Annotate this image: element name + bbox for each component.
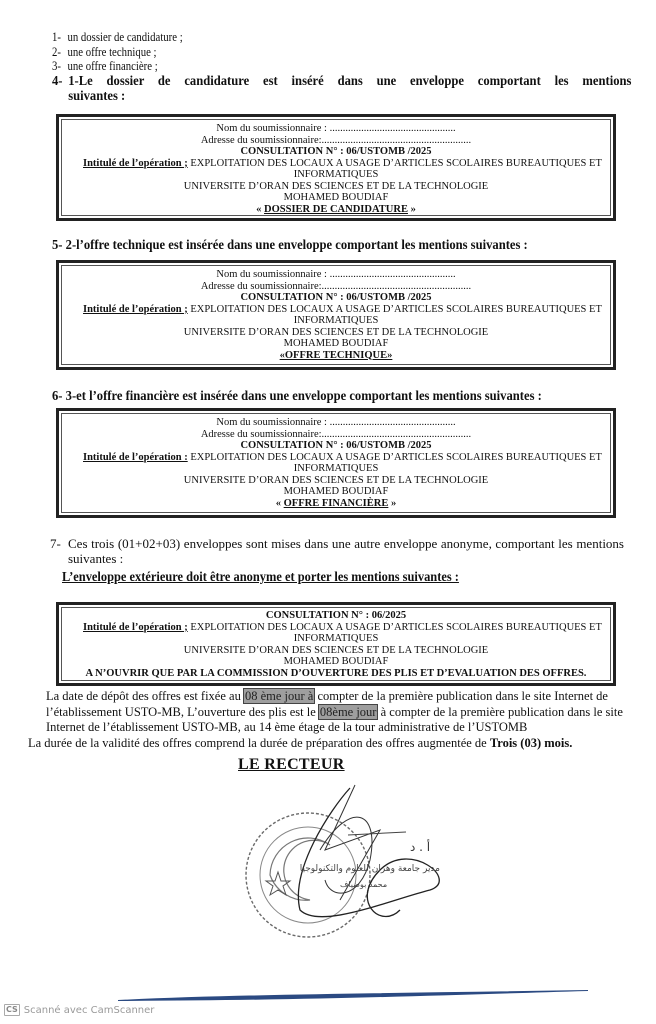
- list-item: [52, 59, 551, 74]
- operation-title-continuation: INFORMATIQUES: [293, 463, 379, 474]
- stamp-and-signature: [230, 780, 460, 945]
- list-text: 1-Le dossier de candidature est inséré dans une enveloppe comportant les mentions: [68, 73, 632, 89]
- operation-label: Intitulé de l’opération :: [83, 451, 188, 463]
- deposit-day-highlight: 08 ème jour à: [244, 689, 314, 703]
- university-name: UNIVERSITE D’ORAN DES SCIENCES ET DE LA TECHNOLOGIE: [183, 644, 489, 656]
- operation-title-continuation: INFORMATIQUES: [293, 169, 379, 180]
- operation-label: Intitulé de l’opération ;: [83, 303, 188, 315]
- list-item-continuation: [52, 89, 631, 104]
- university-person-name: MOHAMED BOUDIAF: [283, 338, 389, 349]
- operation-label: Intitulé de l’opération ;: [83, 157, 188, 169]
- pen-stroke-icon: [118, 988, 588, 1004]
- envelope-box-financiere: [56, 408, 616, 518]
- camscanner-watermark: [4, 1004, 154, 1016]
- list-text: une offre technique ;: [67, 44, 157, 59]
- opening-location-line: Internet de l’établissement USTO-MB, au 14 ème étage de la tour administrative de l’USTOMB: [46, 720, 528, 734]
- list-number: 3-: [52, 59, 61, 73]
- bidder-name-field: Nom du soumissionnaire : ................................................: [216, 417, 456, 428]
- consultation-number: CONSULTATION N° : 06/USTOMB /2025: [240, 146, 432, 157]
- university-name: UNIVERSITE D’ORAN DES SCIENCES ET DE LA TECHNOLOGIE: [183, 180, 489, 192]
- operation-title: Intitulé de l’opération ; EXPLOITATION DES LOCAUX A USAGE D’ARTICLES SCOLAIRES BUREAUTIQUES ET: [83, 303, 602, 315]
- university-person-name: MOHAMED BOUDIAF: [283, 656, 389, 667]
- list-number: 7-: [50, 536, 61, 551]
- consultation-number: CONSULTATION N° : 06/USTOMB /2025: [240, 440, 432, 451]
- list-text: une offre financière ;: [67, 59, 158, 73]
- opening-date-line: l’établissement USTO-MB, L’ouverture des plis est le 08ème jour à compter de la première publication dans le site: [46, 705, 623, 719]
- envelope-box-technique: [56, 260, 616, 370]
- deposit-date-line: La date de dépôt des offres est fixée au 08 ème jour à compter de la première publication dans le site Internet de: [46, 689, 608, 703]
- section-7-paragraph: [50, 536, 624, 566]
- operation-title: Intitulé de l’opération ; EXPLOITATION DES LOCAUX A USAGE D’ARTICLES SCOLAIRES BUREAUTIQUES ET: [83, 621, 602, 633]
- envelope-contents-list: [52, 30, 632, 104]
- university-name: UNIVERSITE D’ORAN DES SCIENCES ET DE LA TECHNOLOGIE: [183, 474, 489, 486]
- list-text: un dossier de candidature ;: [67, 30, 183, 44]
- section-6-heading: 6- 3-et l’offre financière est insérée dans une enveloppe comportant les mentions suivantes :: [52, 389, 542, 404]
- signatory-title: LE RECTEUR: [238, 756, 345, 773]
- list-item: [52, 30, 551, 45]
- opening-day-highlight: 08ème jour: [319, 705, 377, 719]
- envelope-box-dossier: [56, 114, 616, 221]
- consultation-number: CONSULTATION N° : 06/2025: [265, 610, 407, 621]
- consultation-number: CONSULTATION N° : 06/USTOMB /2025: [240, 292, 432, 303]
- bidder-name-field: Nom du soumissionnaire : ................................................: [216, 269, 456, 280]
- bidder-address-field: Adresse du soumissionnaire:.........................................................: [200, 280, 472, 292]
- envelope-mention: « OFFRE FINANCIÈRE »: [275, 497, 397, 509]
- do-not-open-notice: A N’OUVRIR QUE PAR LA COMMISSION D’OUVERTURE DES PLIS ET D’EVALUATION DES OFFRES.: [85, 667, 587, 679]
- operation-title: Intitulé de l’opération : EXPLOITATION DES LOCAUX A USAGE D’ARTICLES SCOLAIRES BUREAUTIQUES ET: [83, 451, 602, 463]
- university-name: UNIVERSITE D’ORAN DES SCIENCES ET DE LA TECHNOLOGIE: [183, 326, 489, 338]
- list-number: 4-: [52, 73, 63, 89]
- stamp-initials: أ . د: [410, 840, 431, 854]
- section-5-heading: 5- 2-l’offre technique est insérée dans une enveloppe comportant les mentions suivantes :: [52, 238, 528, 253]
- section-7-text: Ces trois (01+02+03) enveloppes sont mises dans une autre enveloppe anonyme, comportant les mentions suivantes :: [68, 536, 624, 566]
- operation-title-continuation: INFORMATIQUES: [293, 315, 379, 326]
- envelope-mention: « DOSSIER DE CANDIDATURE »: [256, 203, 416, 215]
- operation-title: Intitulé de l’opération ; EXPLOITATION DES LOCAUX A USAGE D’ARTICLES SCOLAIRES BUREAUTIQUES ET: [83, 157, 602, 169]
- operation-label: Intitulé de l’opération ;: [83, 621, 188, 633]
- list-number: 1-: [52, 30, 61, 44]
- watermark-text: Scanné avec CamScanner: [23, 1004, 155, 1016]
- outer-envelope-heading: L’enveloppe extérieure doit être anonyme et porter les mentions suivantes :: [62, 569, 459, 584]
- list-item: [52, 74, 631, 89]
- operation-title-continuation: INFORMATIQUES: [293, 633, 379, 644]
- bidder-address-field: Adresse du soumissionnaire:.........................................................: [200, 428, 472, 440]
- university-person-name: MOHAMED BOUDIAF: [283, 486, 389, 497]
- list-item: [52, 45, 551, 60]
- bidder-name-field: Nom du soumissionnaire : ................................................: [216, 123, 456, 134]
- envelope-mention: «OFFRE TECHNIQUE»: [279, 349, 393, 361]
- list-number: 2-: [52, 44, 61, 59]
- stamp-name-text: محمد بوضياف: [340, 880, 388, 889]
- official-stamp-icon: [230, 780, 460, 940]
- validity-line: La durée de la validité des offres comprend la durée de préparation des offres augmentée de Trois (03) mois.: [28, 736, 573, 750]
- envelope-box-outer: [56, 602, 616, 686]
- bidder-address-field: Adresse du soumissionnaire:.........................................................: [200, 134, 472, 146]
- camscanner-logo-icon: CS: [6, 1005, 18, 1014]
- stamp-director-text: مدير جامعة وهران للعلوم والتكنولوجيا: [299, 864, 440, 874]
- university-person-name: MOHAMED BOUDIAF: [283, 192, 389, 203]
- validity-duration: Trois (03) mois.: [489, 736, 573, 750]
- list-text: suivantes :: [68, 88, 126, 104]
